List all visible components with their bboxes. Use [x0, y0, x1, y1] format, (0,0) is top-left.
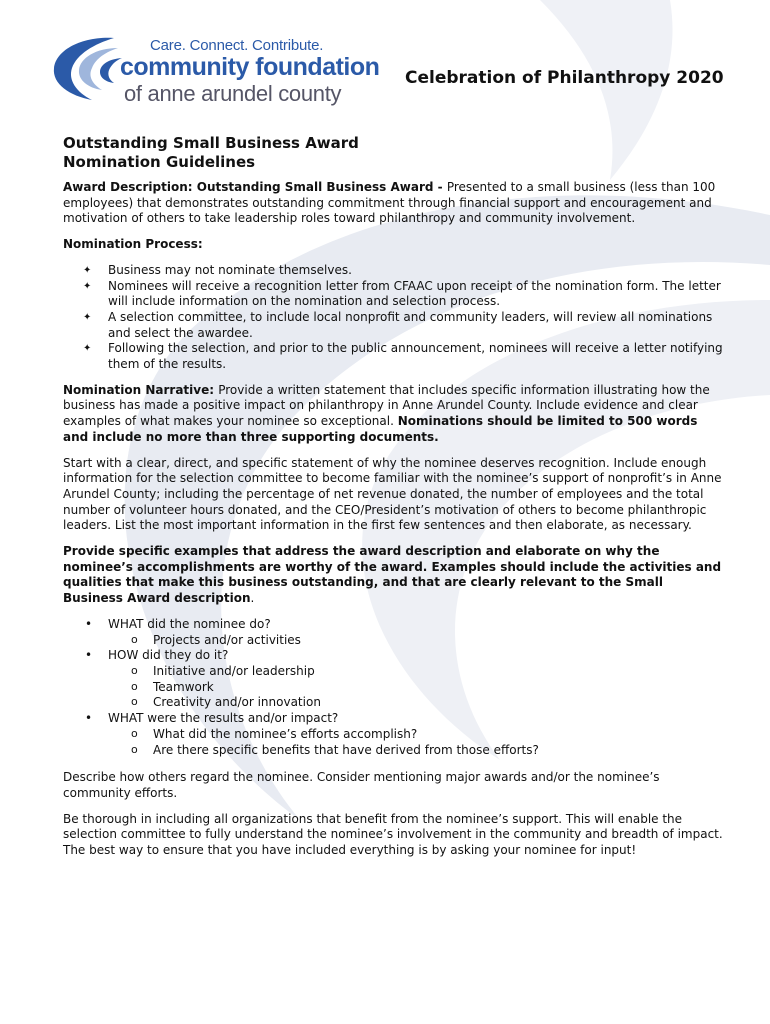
examples-bold-text: Provide specific examples that address the award description and elaborate on why the nominee’s accomplishments are worthy of the award. Examples should include the activities and qualities that make this business outstanding, and that are clearly relevant to the Small Business Award description	[63, 544, 722, 606]
narrative-text: Provide a written statement that includes specific information illustrating how the business has made a positive impact on philanthropy in Anne Arundel County. Include evidence and clear examples of what makes your nominee so exceptional.	[63, 382, 710, 429]
thorough-paragraph: Be thorough in including all organizations that benefit from the nominee’s support. This will enable the selection committee to fully understand the nominee’s involvement in the community and breadth of impact. The best way to ensure that you have included everything is by asking your nominee for input!	[63, 811, 723, 858]
sub-list	[108, 664, 723, 711]
process-item: ✦ Nominees will receive a recognition letter from CFAAC upon receipt of the nomination form. The letter will include information on the nomination and selection process.	[63, 279, 723, 310]
sub-item: o Initiative and/or leadership	[63, 664, 723, 680]
award-description	[63, 180, 723, 227]
sub-list	[108, 633, 723, 649]
question-item	[63, 711, 723, 758]
nomination-narrative	[63, 383, 723, 446]
examples-period: .	[250, 591, 255, 606]
award-description-text: Presented to a small business (less than 100 employees) that demonstrates outstanding commitment through financial support and encouragement and motivation of others to take leadership roles toward philanthropy and community involvement.	[63, 180, 716, 226]
narrative-limit: Nominations should be limited to 500 words and include no more than three supporting documents.	[63, 414, 698, 444]
sub-item: o Teamwork	[63, 680, 723, 696]
question-item	[63, 617, 723, 648]
sub-item: o Creativity and/or innovation	[63, 695, 723, 711]
logo-organization-name: community foundation	[120, 53, 380, 81]
process-item: ✦ Business may not nominate themselves.	[63, 263, 723, 279]
examples-paragraph	[63, 544, 723, 607]
question-text: HOW did they do it?	[108, 648, 229, 663]
logo-county-name: of anne arundel county	[124, 81, 342, 106]
process-item: ✦ Following the selection, and prior to the public announcement, nominees will receive a letter notifying them of the results.	[63, 341, 723, 372]
event-title: Celebration of Philanthropy 2020	[405, 68, 724, 88]
process-item: ✦ A selection committee, to include local nonprofit and community leaders, will review all nominations and select the awardee.	[63, 310, 723, 341]
title-line-1: Outstanding Small Business Award	[63, 134, 359, 152]
describe-paragraph: Describe how others regard the nominee. Consider mentioning major awards and/or the nominee’s community efforts.	[63, 770, 660, 800]
award-description-label: Award Description: Outstanding Small Business Award -	[63, 180, 447, 194]
guidelines-body	[63, 134, 723, 869]
question-text: WHAT were the results and/or impact?	[108, 711, 339, 726]
question-item	[63, 648, 723, 711]
narrative-label: Nomination Narrative:	[63, 382, 219, 397]
foundation-logo	[52, 34, 380, 106]
sub-item: o Are there specific benefits that have derived from those efforts?	[63, 743, 723, 759]
sub-list	[108, 727, 723, 758]
document-title	[63, 134, 723, 172]
nomination-process-list	[63, 263, 723, 373]
sub-item: o What did the nominee’s efforts accomplish?	[63, 727, 723, 743]
logo-tagline: Care. Connect. Contribute.	[150, 37, 324, 54]
sub-item: o Projects and/or activities	[63, 633, 723, 649]
question-text: WHAT did the nominee do?	[108, 616, 271, 631]
title-line-2: Nomination Guidelines	[63, 153, 256, 171]
questions-list	[63, 617, 723, 758]
nomination-process-heading: Nomination Process:	[63, 237, 203, 252]
start-paragraph: Start with a clear, direct, and specific statement of why the nominee deserves recognition. Include enough information for the selection committee to become familiar with the nominee’s support of nonprofit’s in Anne Arundel County; including the percentage of net revenue donated, the number of employees and the total number of volunteer hours donated, and the CEO/President’s motivation of others to become philanthropic leaders. List the most important information in the first few sentences and then elaborate, as necessary.	[63, 455, 722, 533]
